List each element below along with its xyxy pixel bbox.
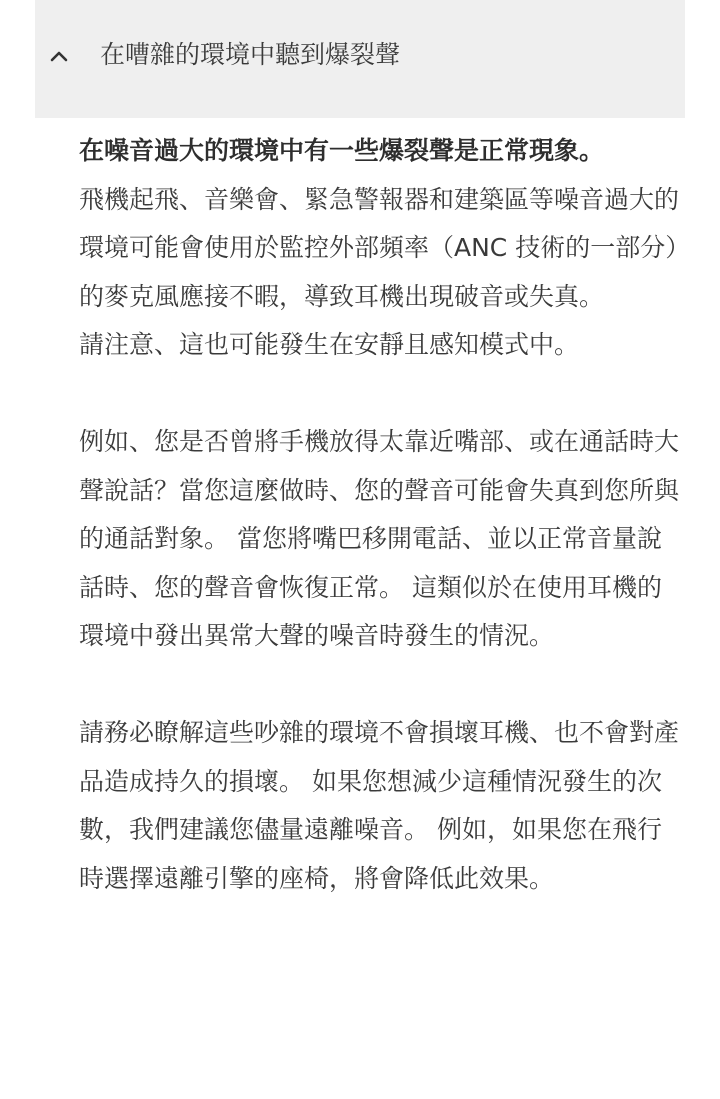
chevron-up-icon[interactable] [47, 44, 71, 68]
spacer [79, 661, 683, 710]
paragraph-explanation: 飛機起飛、音樂會、緊急警報器和建築區等噪音過大的環境可能會使用於監控外部頻率（ANC 技術的一部分）的麥克風應接不暇，導致耳機出現破音或失真。 [79, 184, 680, 311]
accordion-content [79, 127, 683, 903]
paragraph-example: 例如、您是否曾將手機放得太靠近嘴部、或在通話時大聲說話？當您這麼做時、您的聲音可能會失真到您所與的通話對象。 當您將嘴巴移開電話、並以正常音量說話時、您的聲音會恢復正常。 這類似於在使用耳機的環境中發出異常大聲的噪音時發生的情況。 [79, 427, 680, 650]
accordion-title: 在嘈雜的環境中聽到爆裂聲 [100, 40, 401, 69]
intro-statement: 在噪音過大的環境中有一些爆裂聲是正常現象。 [79, 136, 605, 165]
paragraph-advice: 請務必瞭解這些吵雜的環境不會損壞耳機、也不會對產品造成持久的損壞。 如果您想減少這種情況發生的次數，我們建議您儘量遠離噪音。 例如，如果您在飛行時選擇遠離引擎的座椅，將會降低此效果。 [79, 718, 680, 893]
accordion-header[interactable] [35, 0, 685, 118]
paragraph-note: 請注意、這也可能發生在安靜且感知模式中。 [79, 330, 580, 359]
spacer [79, 370, 683, 419]
